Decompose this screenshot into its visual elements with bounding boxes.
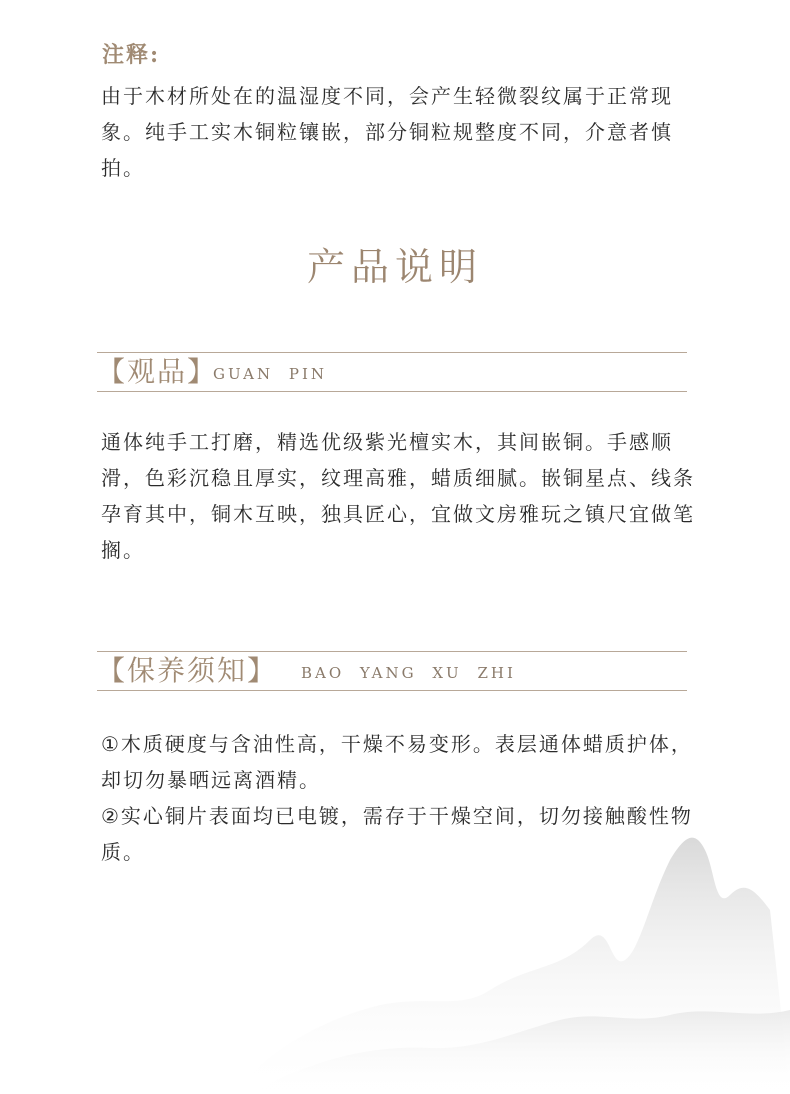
section-title-en: BAO YANG XU ZHI [301,664,516,682]
section-header-guanpin [97,352,687,392]
paragraph: ②实心铜片表面均已电镀，需存于干燥空间，切勿接触酸性物质。 [101,804,693,864]
paragraph: 通体纯手工打磨，精选优级紫光檀实木，其间嵌铜。手感顺滑，色彩沉稳且厚实，纹理高雅，蜡质细腻。嵌铜星点、线条孕育其中，铜木互映，独具匠心，宜做文房雅玩之镇尺宜做笔搁。 [101,430,695,562]
section-title-cn: 【保养须知】 [97,654,278,687]
note-text: 由于木材所处在的温湿度不同，会产生轻微裂纹属于正常现象。纯手工实木铜粒镶嵌，部分铜粒规整度不同，介意者慎拍。 [101,84,673,180]
section-title-cn: 【观品】 [97,355,218,388]
paragraph: ①木质硬度与含油性高，干燥不易变形。表层通体蜡质护体，却切勿暴晒远离酒精。 [101,732,693,792]
section-body-guanpin [101,424,701,568]
mountain-decoration [230,820,790,1094]
note-label: 注释: [102,42,161,68]
section-header-baoyang [97,651,687,691]
section-title-en: GUAN PIN [213,365,328,383]
page-title: 产品说明 [306,245,483,289]
